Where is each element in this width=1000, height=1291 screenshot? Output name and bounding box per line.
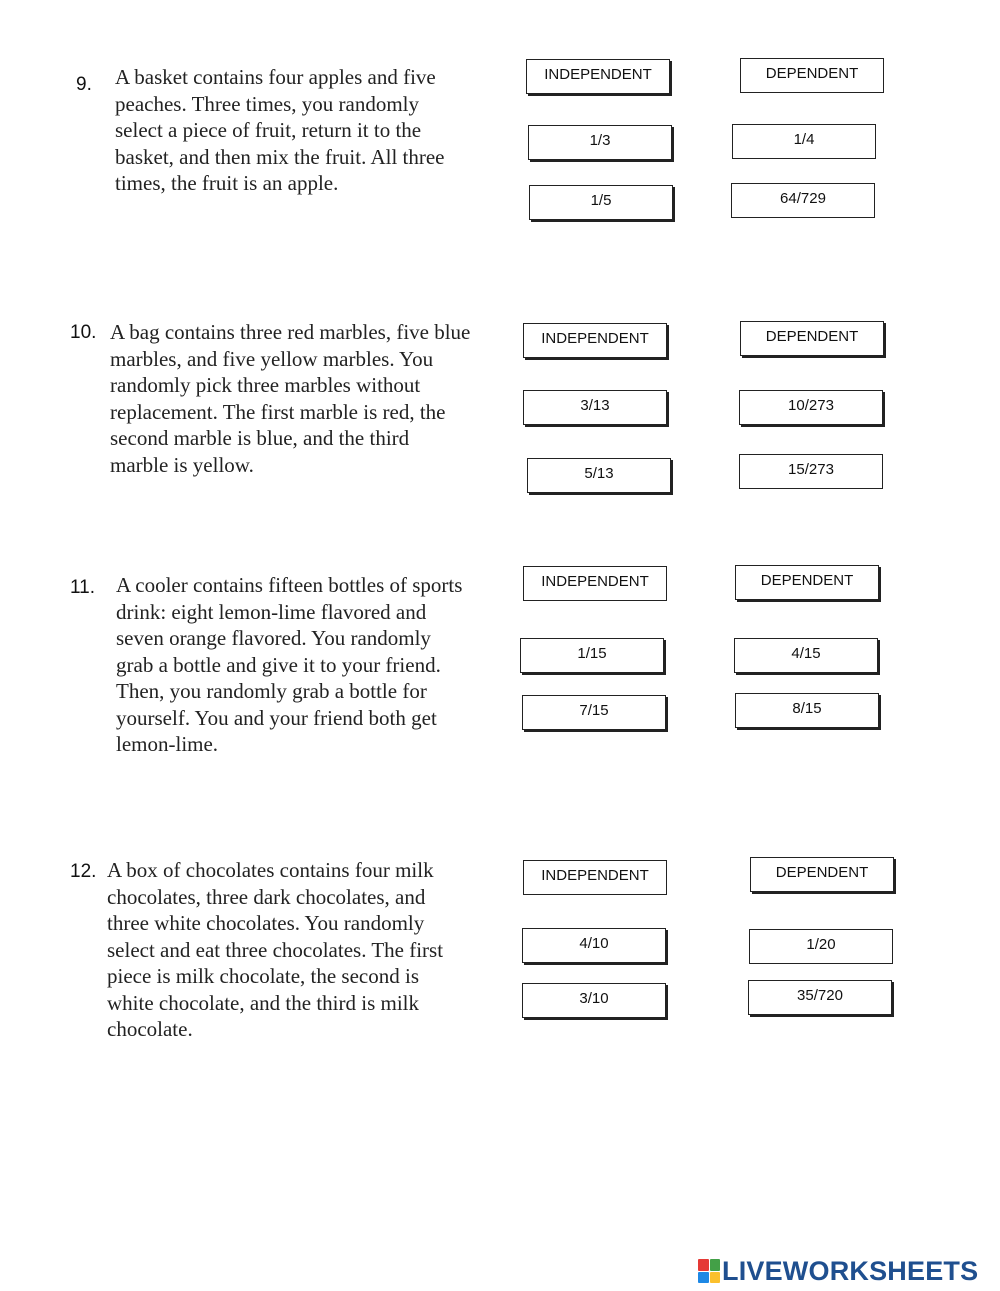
logo-text: LIVEWORKSHEETS: [722, 1255, 979, 1286]
question-text: [107, 857, 443, 1043]
question-line: select and eat three chocolates. The first: [107, 937, 444, 962]
question-line: Then, you randomly grab a bottle for: [116, 679, 427, 703]
question-line: A bag contains three red marbles, five blue: [110, 320, 471, 344]
answer-box-independent[interactable]: INDEPENDENT: [523, 323, 667, 358]
question-line: white chocolate, and the third is milk: [107, 990, 420, 1015]
question-number: 9.: [76, 74, 92, 95]
answer-box[interactable]: 64/729: [731, 183, 875, 218]
question-line: marble is yellow.: [110, 452, 254, 477]
question-line: drink: eight lemon-lime flavored and: [116, 599, 427, 624]
question-text: [116, 572, 462, 758]
answer-box-independent[interactable]: INDEPENDENT: [523, 860, 667, 895]
question-line: A basket contains four apples and five: [115, 65, 436, 89]
answer-box-independent[interactable]: INDEPENDENT: [526, 59, 670, 94]
liveworksheets-logo: [698, 1256, 978, 1286]
answer-box[interactable]: 3/13: [523, 390, 667, 425]
logo-tiles-icon: [698, 1259, 720, 1283]
answer-box[interactable]: 35/720: [748, 980, 892, 1015]
answer-box[interactable]: 1/3: [528, 125, 672, 160]
question-line: select a piece of fruit, return it to the: [115, 118, 422, 142]
question-text: [115, 64, 445, 197]
question-line: basket, and then mix the fruit. All three: [115, 144, 445, 169]
question-line: chocolates, three dark chocolates, and: [107, 884, 426, 909]
question-line: marbles, and five yellow marbles. You: [110, 346, 434, 371]
answer-box[interactable]: 4/10: [522, 928, 666, 963]
answer-box-dependent[interactable]: DEPENDENT: [750, 857, 894, 892]
question-line: A box of chocolates contains four milk: [107, 858, 434, 882]
question-line: yourself. You and your friend both get: [116, 705, 437, 730]
question-line: second marble is blue, and the third: [110, 426, 410, 450]
answer-box-dependent[interactable]: DEPENDENT: [740, 321, 884, 356]
question-line: times, the fruit is an apple.: [115, 171, 339, 195]
answer-box[interactable]: 1/15: [520, 638, 664, 673]
question-line: replacement. The first marble is red, the: [110, 399, 446, 424]
question-line: grab a bottle and give it to your friend.: [116, 652, 441, 677]
answer-box-dependent[interactable]: DEPENDENT: [740, 58, 884, 93]
answer-box-dependent[interactable]: DEPENDENT: [735, 565, 879, 600]
question-line: randomly pick three marbles without: [110, 373, 421, 397]
question-line: piece is milk chocolate, the second is: [107, 964, 419, 988]
question-line: peaches. Three times, you randomly: [115, 91, 420, 116]
question-line: chocolate.: [107, 1017, 193, 1041]
answer-box[interactable]: 8/15: [735, 693, 879, 728]
question-line: A cooler contains fifteen bottles of sports: [116, 573, 463, 597]
question-text: [110, 319, 470, 478]
answer-box-independent[interactable]: INDEPENDENT: [523, 566, 667, 601]
answer-box[interactable]: 5/13: [527, 458, 671, 493]
question-line: seven orange flavored. You randomly: [116, 626, 431, 650]
question-number: 11.: [70, 577, 96, 598]
answer-box[interactable]: 1/4: [732, 124, 876, 159]
answer-box[interactable]: 10/273: [739, 390, 883, 425]
answer-box[interactable]: 1/20: [749, 929, 893, 964]
answer-box[interactable]: 15/273: [739, 454, 883, 489]
answer-box[interactable]: 7/15: [522, 695, 666, 730]
answer-box[interactable]: 3/10: [522, 983, 666, 1018]
question-line: three white chocolates. You randomly: [107, 911, 425, 935]
answer-box[interactable]: 4/15: [734, 638, 878, 673]
question-line: lemon-lime.: [116, 732, 219, 756]
answer-box[interactable]: 1/5: [529, 185, 673, 220]
question-number: 10.: [70, 322, 97, 343]
question-number: 12.: [70, 861, 97, 882]
